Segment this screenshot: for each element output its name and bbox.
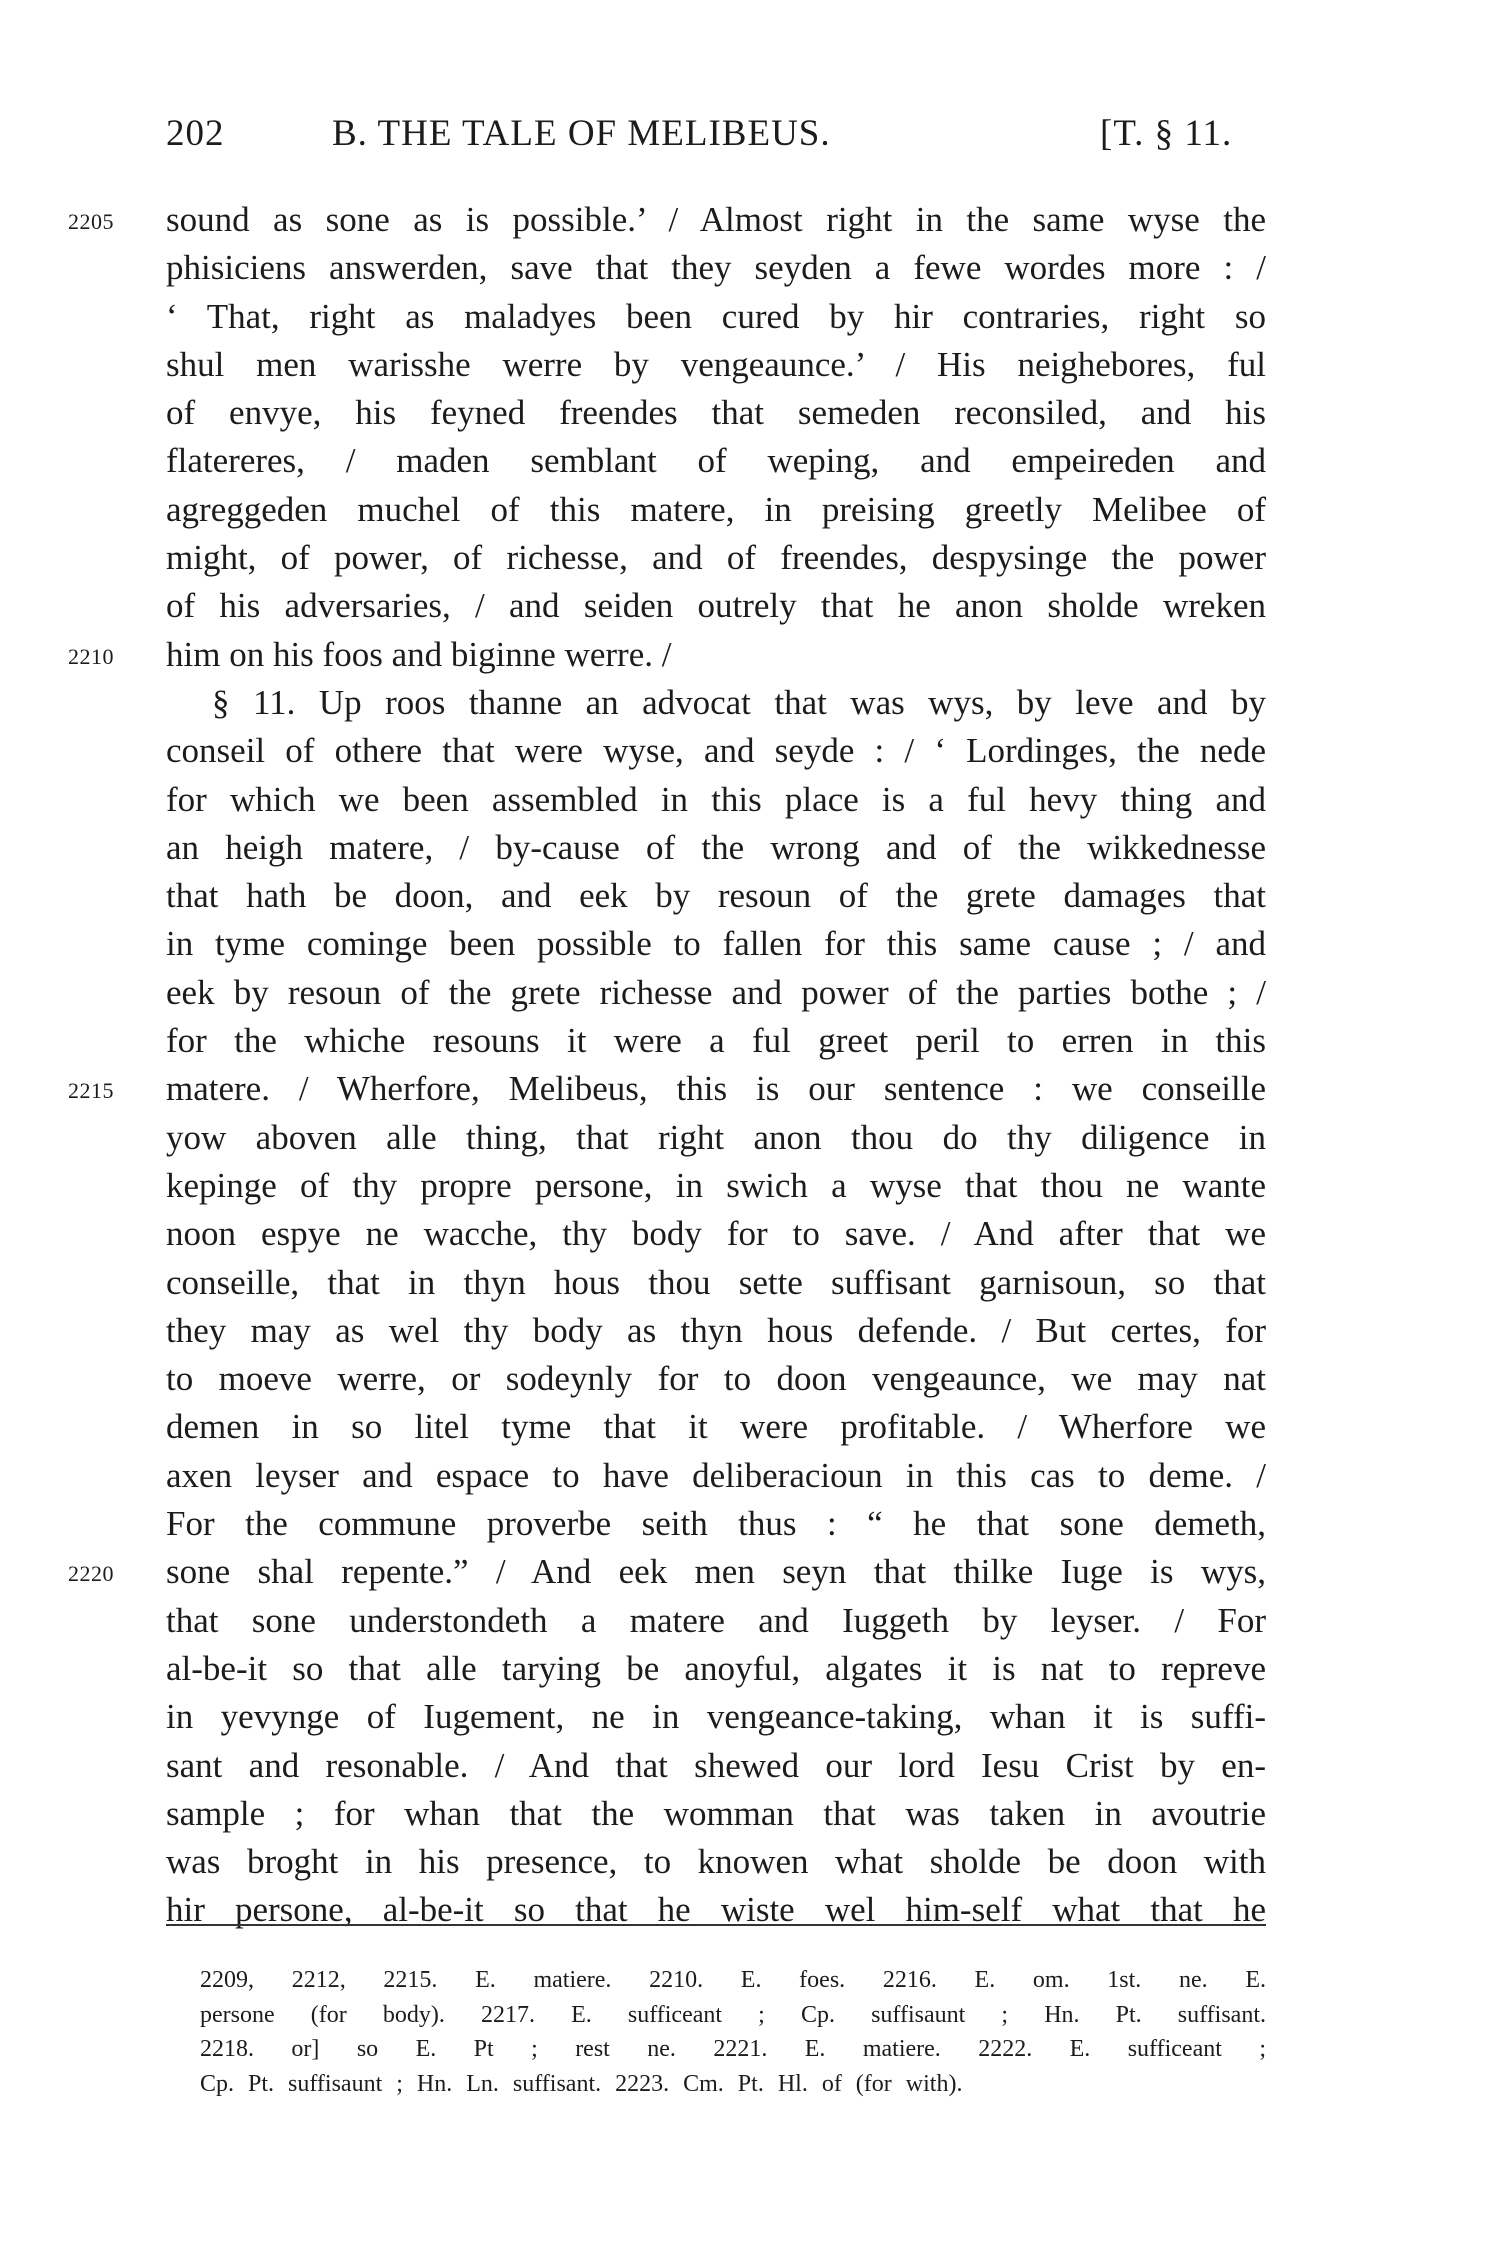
line-text: sant and resonable. / And that shewed our lord Iesu Crist by en- <box>166 1745 1266 1785</box>
text-line <box>166 776 1266 824</box>
text-line <box>166 1742 1266 1790</box>
line-text: demen in so litel tyme that it were profitable. / Wherfore we <box>166 1407 1266 1447</box>
text-line <box>166 486 1266 534</box>
line-text: in yevynge of Iugement, ne in vengeance-taking, whan it is suffi- <box>166 1697 1266 1737</box>
text-line <box>166 727 1266 775</box>
line-text: that sone understondeth a matere and Iuggeth by leyser. / For <box>166 1600 1266 1640</box>
footnote-line <box>200 2067 1266 2102</box>
line-text: to moeve werre, or sodeynly for to doon vengeaunce, we may nat <box>166 1359 1266 1399</box>
line-text: of his adversaries, / and seiden outrely that he anon sholde wreken <box>166 586 1266 626</box>
line-text: for which we been assembled in this place is a ful hevy thing and <box>166 779 1266 819</box>
line-text: For the commune proverbe seith thus : “ he that sone demeth, <box>166 1504 1266 1544</box>
page-number: 202 <box>166 113 225 154</box>
text-line <box>166 1838 1266 1886</box>
text-line <box>166 1693 1266 1741</box>
footnote-line <box>200 1963 1266 1998</box>
line-text: sound as sone as is possible.’ / Almost right in the same wyse the <box>166 200 1266 239</box>
text-line <box>166 341 1266 389</box>
line-text: matere. / Wherfore, Melibeus, this is our sentence : we conseille <box>166 1069 1266 1109</box>
text-line <box>166 1259 1266 1307</box>
line-text: sone shal repente.” / And eek men seyn that thilke Iuge is wys, <box>166 1552 1266 1592</box>
text-line <box>166 824 1266 872</box>
page-title: B. THE TALE OF MELIBEUS. <box>332 113 831 154</box>
footnotes <box>200 1963 1266 2101</box>
text-line <box>166 437 1266 485</box>
line-text: eek by resoun of the grete richesse and power of the parties bothe ; / <box>166 972 1266 1012</box>
line-text: § 11. Up roos thanne an advocat that was wys, by leve and by <box>212 682 1266 722</box>
text-line <box>166 1500 1266 1548</box>
line-text: for the whiche resouns it were a ful greet peril to erren in this <box>166 1021 1266 1061</box>
line-text: shul men warisshe werre by vengeaunce.’ / His neighebores, ful <box>166 344 1266 384</box>
text-line <box>166 1017 1266 1065</box>
line-text: conseil of othere that were wyse, and seyde : / ‘ Lordinges, the nede <box>166 731 1266 771</box>
line-text: an heigh matere, / by-cause of the wrong and of the wikkednesse <box>166 827 1266 867</box>
footnote-text: persone (for body). 2217. E. sufficeant ; Cp. suffisaunt ; Hn. Pt. suffisant. <box>200 2001 1266 2028</box>
line-text: conseille, that in thyn hous thou sette suffisant garnisoun, so that <box>166 1262 1266 1302</box>
text-line <box>166 1210 1266 1258</box>
section-marker: [T. § 11. <box>1100 113 1233 154</box>
text-line <box>166 1597 1266 1645</box>
text-line <box>166 969 1266 1017</box>
text-line <box>166 582 1266 630</box>
text-line <box>68 1065 1266 1113</box>
text-line <box>166 1403 1266 1451</box>
text-line <box>166 1790 1266 1838</box>
line-text: phisiciens answerden, save that they seyden a fewe wordes more : / <box>166 248 1266 288</box>
running-header <box>166 112 1266 162</box>
line-text: they may as wel thy body as thyn hous defende. / But certes, for <box>166 1310 1266 1350</box>
footnote-text: 2218. or] so E. Pt ; rest ne. 2221. E. matiere. 2222. E. sufficeant ; <box>200 2036 1266 2062</box>
line-text: kepinge of thy propre persone, in swich a wyse that thou ne wante <box>166 1165 1266 1205</box>
text-line <box>68 196 1266 244</box>
text-line <box>166 1645 1266 1693</box>
line-text: that hath be doon, and eek by resoun of the grete damages that <box>166 876 1266 916</box>
line-number: 2210 <box>68 643 114 669</box>
line-text: noon espye ne wacche, thy body for to save. / And after that we <box>166 1214 1266 1254</box>
line-text: agreggeden muchel of this matere, in preising greetly Melibee of <box>166 489 1266 529</box>
text-line <box>166 293 1266 341</box>
line-text: was broght in his presence, to knowen what sholde be doon with <box>166 1842 1266 1882</box>
line-text: flatereres, / maden semblant of weping, and empeireden and <box>166 441 1266 481</box>
text-line <box>68 631 1266 679</box>
text-line <box>166 1886 1266 1934</box>
main-text <box>68 196 1266 1935</box>
footnote-divider <box>166 1924 1266 1926</box>
line-number: 2215 <box>68 1078 114 1104</box>
text-line <box>166 1162 1266 1210</box>
text-line <box>166 1114 1266 1162</box>
text-line <box>68 1548 1266 1596</box>
text-line <box>166 534 1266 582</box>
line-text: of envye, his feyned freendes that semeden reconsiled, and his <box>166 393 1266 433</box>
text-line <box>166 244 1266 292</box>
text-line <box>166 1452 1266 1500</box>
line-text: yow aboven alle thing, that right anon thou do thy diligence in <box>166 1117 1266 1157</box>
line-number: 2205 <box>68 209 114 234</box>
line-number: 2220 <box>68 1561 114 1587</box>
line-text: ‘ That, right as maladyes been cured by hir contraries, right so <box>166 296 1266 336</box>
line-text: al-be-it so that alle tarying be anoyful, algates it is nat to repreve <box>166 1648 1266 1688</box>
line-text: sample ; for whan that the womman that was taken in avoutrie <box>166 1793 1266 1833</box>
footnote-text: Cp. Pt. suffisaunt ; Hn. Ln. suffisant. 2223. Cm. Pt. Hl. of (for with). <box>200 2070 963 2097</box>
text-line <box>166 389 1266 437</box>
footnote-line <box>200 2032 1266 2067</box>
line-text: in tyme cominge been possible to fallen for this same cause ; / and <box>166 924 1266 964</box>
line-text: hir persone, al-be-it so that he wiste wel him-self what that he <box>166 1890 1266 1930</box>
footnote-line <box>200 1998 1266 2033</box>
text-line <box>166 1307 1266 1355</box>
line-text: him on his foos and biginne werre. / <box>166 634 672 674</box>
line-text: might, of power, of richesse, and of freendes, despysinge the power <box>166 538 1266 578</box>
text-line <box>166 1355 1266 1403</box>
text-line <box>166 872 1266 920</box>
footnote-text: 2209, 2212, 2215. E. matiere. 2210. E. foes. 2216. E. om. 1st. ne. E. <box>200 1967 1266 1993</box>
text-line <box>166 679 1266 727</box>
text-line <box>166 920 1266 968</box>
line-text: axen leyser and espace to have deliberacioun in this cas to deme. / <box>166 1455 1266 1495</box>
